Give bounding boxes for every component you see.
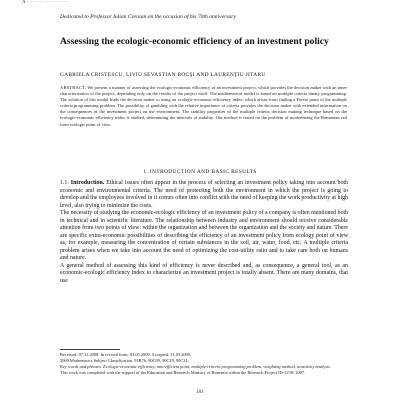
footnotes [60, 352, 348, 376]
section-heading: 1. INTRODUCTION AND BASIC RESULTS [143, 169, 257, 175]
keywords-text: Ecologic-economic efficiency, min-efficient point, multiple-criteria programming problem, weighting method, sensitivity analysis. [103, 363, 331, 369]
footnote-support: This work was completed with the support of the Education and Research Ministry of Romania within the Research Project ID-1239/ 2007. [60, 369, 306, 375]
paragraph-2: The necessity of studying the economic-ecologic efficiency of an investment policy of a company is often mentioned both in technical and in scientific literature. The relationship between industry and environment should receive considerable attention from two points of view: within the organization and between the organization and the society and nature. There are specific extra-economic possibilities of describing the efficiency of an investment policy from ecology point of view as, for example, measuring the concentration of certain substances in the soil, air, water, food, etc. A multiple criteria problem arises when we take into account the need of optimizing the cost-utility ratio and to take care both on humans and nature. [60, 210, 348, 261]
body-text [60, 180, 348, 285]
running-head: A · · · · · · · · · · · · · [22, 0, 69, 5]
footnote-received: Received: 07.11.2008. In revised form: 03.05.2009. Accepted: 11.05.2009. [60, 352, 192, 357]
paragraph-1-text: Ethical issues often appear in the process of selecting an investment policy taking into account both economic and environmental criteria. The need of protecting both the environment in which the project is going to develop and the employees involved in it comes often into conflict with the need of keeping the work productivity at high level, also trying to minimize the costs. [60, 180, 348, 209]
dedication: Dedicated to Professor Iulian Coroian on the occasion of his 70th anniversary [60, 14, 236, 20]
abstract-text: We present a manner of assessing the ecologic-economic efficiency of an investment project, which provides the decision maker with an inner characterization of the project, depending only on the results of the project itself. The mathematical model is based on multiple criteria binary programming. The solution of this model leads the decision maker to using an ecologic-economic efficiency index, which arises from finding a Pareto point of the multiple criteria programming problem. The possibility of gambling with the relative importance of criteria provides the decision maker with extended information on the consequences of the investment project on the environment. The stability properties of the multiple criteria decision making technique based on the ecologic-economic efficiency index is studied, determining the intervals of stability. Our method is tested on the problem of modernizing the Romanian rail from ecologic point of view. [60, 85, 348, 127]
abstract [60, 85, 347, 128]
authors: GABRIELA CRISTESCU, LIVIU SEVASTIAN BOCŞI AND LAURENŢIU JITARU [60, 72, 266, 78]
page-number: 183 [196, 390, 204, 395]
paragraph-1 [60, 180, 348, 210]
subsection-number: 1.1. [60, 180, 69, 186]
footnote-msc-text: 2000 Mathematics Subject Classification. 91B76, 90C09, 90C29, 90C31. [60, 357, 189, 363]
subsection-title: Introduction. [70, 180, 105, 186]
paper-title: Assessing the ecologic-economic efficiency of an investment policy [60, 36, 329, 47]
paragraph-3: A general method of assessing this kind of efficiency is never described and, as consequence, a general tool, as an economic-ecologic efficiency index to characterize an investment project is totally absent. There are many domains, that use [60, 262, 348, 284]
footnote-rule [60, 349, 120, 350]
keywords-label: Key words and phrases. [60, 363, 103, 369]
abstract-label: ABSTRACT. [60, 85, 87, 90]
footnote-keywords [60, 364, 348, 370]
